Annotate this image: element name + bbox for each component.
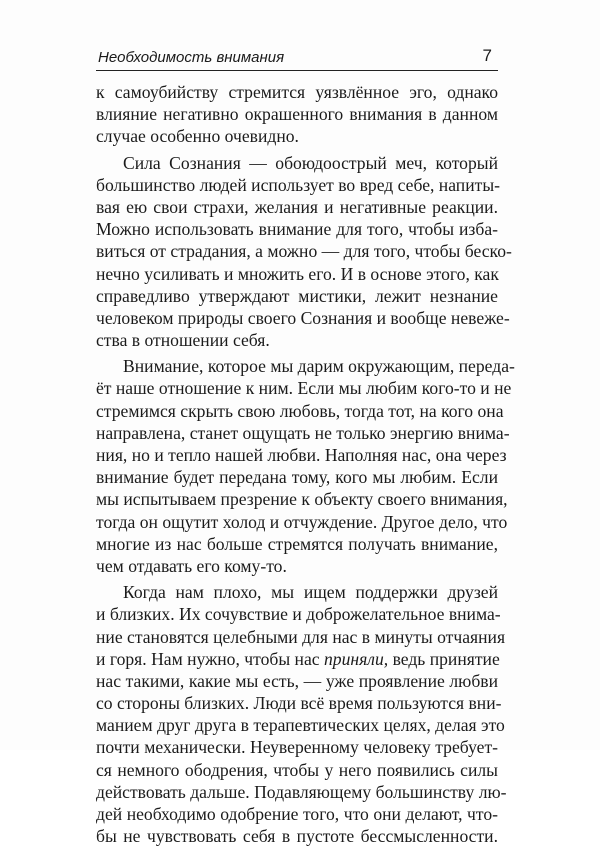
body-text — [96, 81, 515, 847]
paragraph — [96, 152, 512, 352]
text-line: со стороны близких. Люди всё время пользуются вни- — [96, 693, 502, 714]
text-line: многие из нас больше стремятся получать внимание, — [96, 533, 498, 554]
paragraph — [96, 81, 498, 148]
text-line: Сила Сознания — обоюдоострый меч, который — [123, 152, 498, 173]
emphasized-word: приняли, — [323, 648, 389, 669]
text-line: нас такими, какие мы есть, — уже проявление любви — [96, 670, 498, 691]
text-line: внимание будет передана тому, кого мы любим. Если — [96, 467, 498, 488]
text-line: ся немного ободрения, чтобы у него появились силы — [96, 759, 498, 780]
text-line: дей необходимо одобрение того, что они делают, что- — [96, 804, 498, 824]
text-line: Внимание, которое мы дарим окружающим, переда- — [123, 356, 515, 377]
running-header — [96, 48, 498, 71]
text-line: Когда нам плохо, мы ищем поддержки друзей — [123, 582, 498, 603]
paragraph — [96, 581, 507, 847]
paragraph — [96, 355, 515, 577]
text-line: человеком природы своего Сознания и вообще невеже- — [96, 307, 510, 328]
text-line-with-emphasis — [96, 648, 498, 670]
text-line: влияние негативно окрашенного внимания в данном — [96, 104, 498, 125]
text-line: ства в отношении себя. — [96, 330, 270, 351]
text-segment: ведь принятие — [392, 648, 500, 669]
text-line: стремимся скрыть свою любовь, тогда тот, на кого она — [96, 400, 504, 421]
text-line: большинство людей использует во вред себе, напиты- — [96, 174, 500, 195]
text-line: мы испытываем презрение к объекту своего внимания, — [96, 489, 508, 510]
text-line: манием друг друга в терапевтических целях, делая это — [96, 715, 505, 736]
text-line: ние становятся целебными для нас в минуты отчаяния — [96, 626, 506, 647]
text-line: Можно использовать внимание для того, чтобы изба- — [96, 219, 498, 240]
text-line: и близких. Их сочувствие и доброжелательное внима- — [96, 604, 501, 625]
text-line: чем отдавать его кому-то. — [96, 555, 287, 576]
text-line: ния, но и тепло нашей любви. Наполняя нас, она через — [96, 445, 507, 465]
text-line: к самоубийству стремится уязвлённое эго, однако — [96, 82, 498, 102]
text-line: справедливо утверждают мистики, лежит незнание — [96, 285, 498, 306]
text-line: почти механически. Неуверенному человеку требует- — [96, 737, 498, 758]
text-line: случае особенно очевидно. — [96, 126, 299, 147]
text-line: ёт наше отношение к ним. Если мы любим кого-то и не — [96, 378, 512, 399]
page-number: 7 — [482, 46, 492, 65]
text-line: направлена, станет ощущать не только энергию внима- — [96, 422, 510, 443]
text-line: вая ею свои страхи, желания и негативные реакции. — [96, 196, 498, 217]
text-line: действовать дальше. Подавляющему большинству лю- — [96, 781, 507, 802]
text-line: нечно усиливать и множить его. И в основе этого, как — [96, 263, 499, 284]
text-line: бы не чувствовать себя в пустоте бессмысленности. — [96, 826, 498, 847]
text-line: виться от страдания, а можно — для того, чтобы беско- — [96, 241, 512, 262]
text-line: тогда он ощутит холод и отчуждение. Другое дело, что — [96, 511, 508, 532]
text-segment: и горя. Нам нужно, чтобы нас — [96, 648, 324, 669]
running-title: Необходимость внимания — [98, 49, 285, 66]
